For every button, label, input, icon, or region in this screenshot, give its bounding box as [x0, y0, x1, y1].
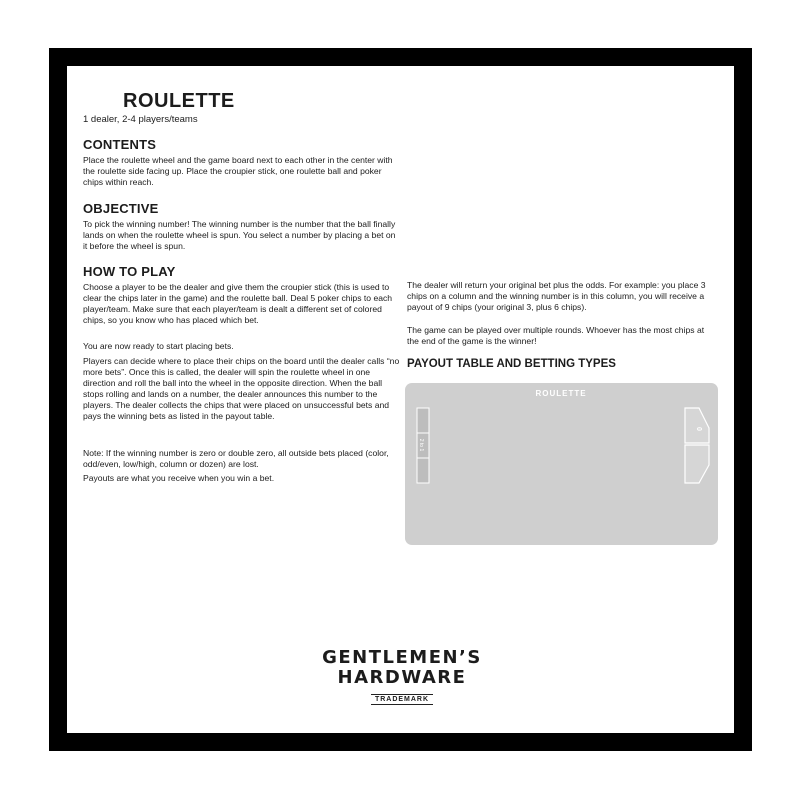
- how-to-play-p6: The dealer will return your original bet plus the odds. For example: you place 3 chips on a column and the winning number is in this column, you will receive a payout of 9 chips (your original 3, plus 6 chips).: [407, 280, 706, 312]
- black-frame: [49, 48, 752, 751]
- objective-heading: OBJECTIVE: [83, 201, 159, 216]
- contents-heading: CONTENTS: [83, 137, 157, 152]
- player-count: 1 dealer, 2-4 players/teams: [83, 114, 198, 125]
- roulette-board: [405, 383, 718, 545]
- logo-line-2: HARDWARE: [337, 667, 467, 688]
- logo-trademark: TRADEMARK: [371, 694, 433, 705]
- board-title: ROULETTE: [535, 389, 587, 398]
- logo-line-1: GENTLEMEN’S: [322, 647, 482, 668]
- how-to-play-heading: HOW TO PLAY: [83, 264, 176, 279]
- zero-label: 0: [695, 427, 702, 431]
- payout-heading: PAYOUT TABLE AND BETTING TYPES: [407, 358, 616, 370]
- how-to-play-p3: Players can decide where to place their chips on the board until the dealer calls “no more bets”. Once this is called, the dealer will spin the roulette wheel in one direction and roll the ball into the wheel in the opposite direction. When the ball stops rolling and lands on a number, the dealer announces this number to the players. The dealer collects the chips that were placed on unsuccessful bets and pays the winning bets as listed in the payout table.: [83, 356, 400, 421]
- objective-text: To pick the winning number! The winning number is the number that the ball finally lands on when the roulette wheel is spun. You select a number by placing a bet on it before the wheel is spun.: [83, 219, 396, 251]
- page-title: ROULETTE: [123, 90, 235, 112]
- column-cell-3: [417, 458, 429, 483]
- roulette-board-diagram: [405, 383, 718, 545]
- how-to-play-p7: The game can be played over multiple rounds. Whoever has the most chips at the end of the game is the winner!: [407, 325, 705, 346]
- how-to-play-p1: Choose a player to be the dealer and give them the croupier stick (this is used to clear the chips later in the game) and the roulette ball. Deal 5 poker chips to each player/team. Make sure that each player/team is dealt a different set of colored chips, so you know who has placed which bet.: [83, 282, 393, 325]
- how-to-play-note: Note: If the winning number is zero or double zero, all outside bets placed (color, odd/even, low/high, column or dozen) are lost.: [83, 448, 389, 469]
- board-background: [405, 383, 718, 545]
- column-label-2to1: 2 to 1: [418, 438, 424, 452]
- instruction-card: [67, 66, 734, 733]
- contents-text: Place the roulette wheel and the game board next to each other in the center with the roulette side facing up. Place the croupier stick, one roulette ball and poker chips within reach.: [83, 155, 393, 187]
- how-to-play-p2: You are now ready to start placing bets.: [83, 341, 234, 351]
- how-to-play-p5: Payouts are what you receive when you win a bet.: [83, 473, 275, 483]
- column-cell-1: [417, 408, 429, 433]
- brand-logo: [312, 648, 492, 706]
